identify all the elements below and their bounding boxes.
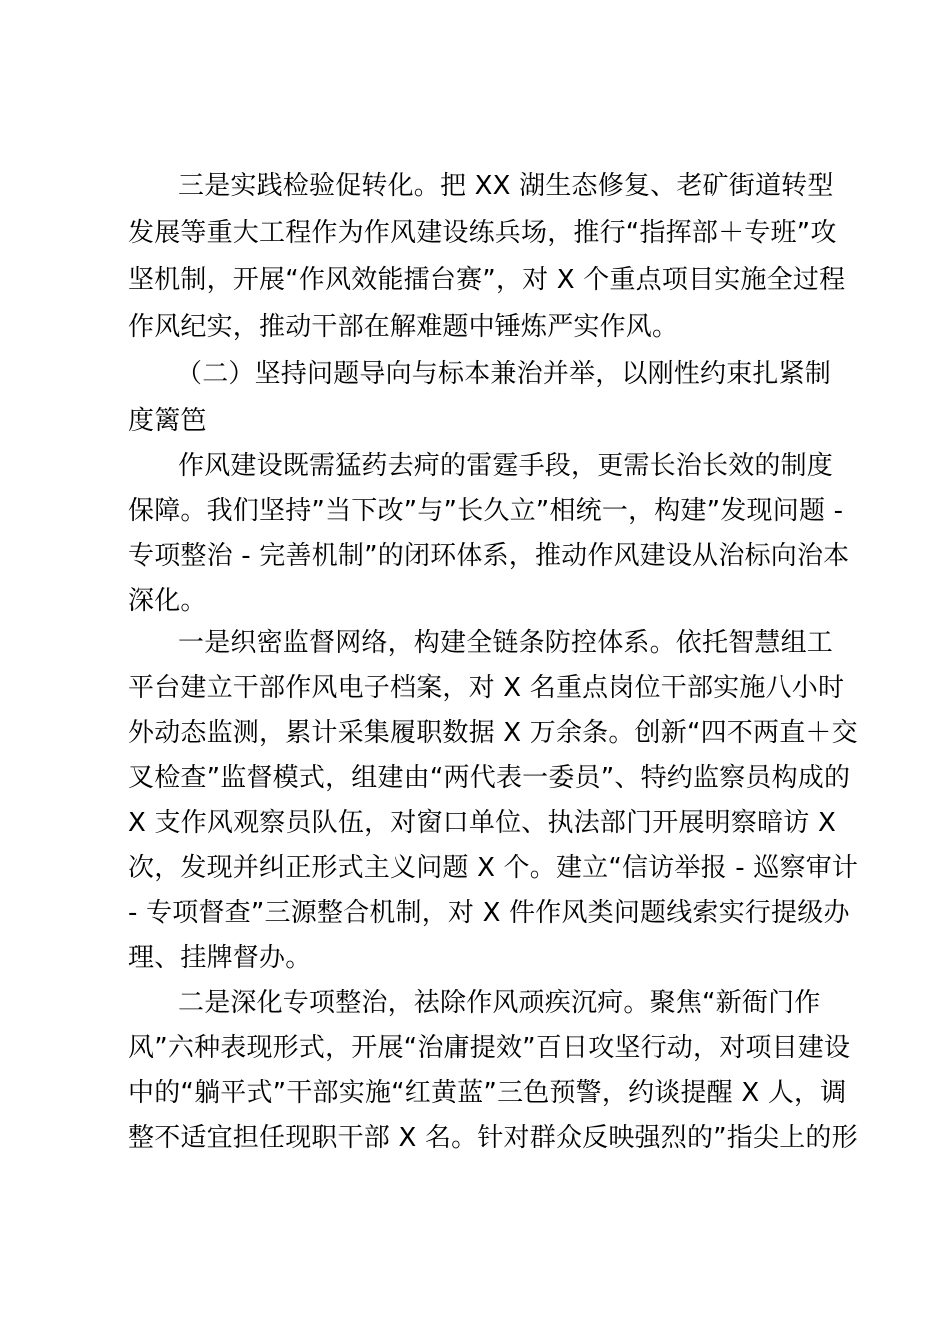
section-heading-line: （二）坚持问题导向与标本兼治并举，以刚性约束扎紧制	[176, 359, 832, 389]
text-line: 外动态监测，累计采集履职数据 X 万余条。创新“四不两直＋交	[128, 718, 858, 748]
text-line: 叉检查”监督模式，组建由“两代表一委员”、特约监察员构成的	[128, 763, 851, 793]
text-line: 发展等重大工程作为作风建设练兵场，推行“指挥部＋专班”攻	[128, 218, 837, 248]
text-line: 一是织密监督网络，构建全链条防控体系。依托智慧组工	[178, 628, 834, 658]
text-line: 三是实践检验促转化。把 XX 湖生态修复、老矿街道转型	[178, 171, 834, 201]
text-line: 平台建立干部作风电子档案，对 X 名重点岗位干部实施八小时	[128, 673, 845, 703]
text-line: 整不适宜担任现职干部 X 名。针对群众反映强烈的”指尖上的形	[128, 1123, 858, 1153]
text-line: X 支作风观察员队伍，对窗口单位、执法部门开展明察暗访 X	[128, 808, 836, 838]
text-line: 专项整治 - 完善机制”的闭环体系，推动作风建设从治标向治本	[128, 541, 850, 571]
text-line: 保障。我们坚持”当下改”与”长久立”相统一，构建”发现问题 -	[128, 496, 844, 526]
section-heading-line: 度篱笆	[128, 406, 207, 436]
text-line: 二是深化专项整治，祛除作风顽疾沉疴。聚焦“新衙门作	[178, 988, 821, 1018]
text-line: 风”六种表现形式，开展“治庸提效”百日攻坚行动，对项目建设	[128, 1033, 851, 1063]
text-line: 理、挂牌督办。	[128, 943, 312, 973]
text-line: 坚机制，开展“作风效能擂台赛”，对 X 个重点项目实施全过程	[128, 265, 846, 295]
text-line: 中的“躺平式”干部实施“红黄蓝”三色预警，约谈提醒 X 人，调	[128, 1078, 847, 1108]
text-line: 深化。	[128, 586, 207, 616]
text-line: 作风纪实，推动干部在解难题中锤炼严实作风。	[128, 312, 679, 342]
text-line: 作风建设既需猛药去疴的雷霆手段，更需长治长效的制度	[178, 451, 834, 481]
text-line: - 专项督查”三源整合机制，对 X 件作风类问题线索实行提级办	[128, 898, 850, 928]
text-line: 次，发现并纠正形式主义问题 X 个。建立“信访举报 - 巡察审计	[128, 853, 859, 883]
